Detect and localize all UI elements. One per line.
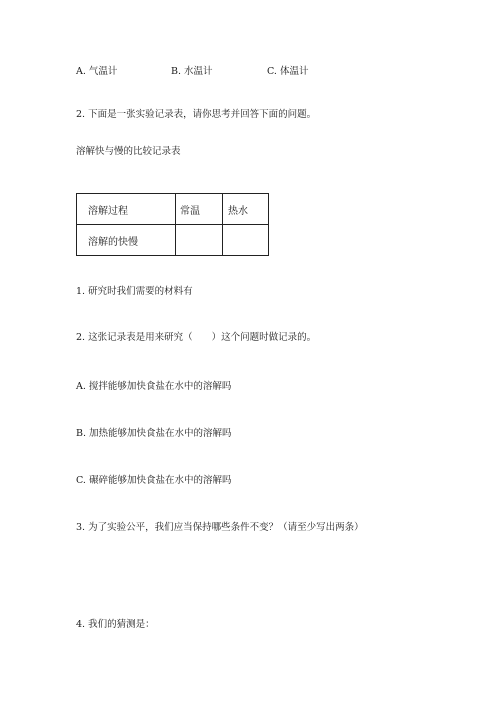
- sub-question-3: 3. 为了实验公平，我们应当保持哪些条件不变？（请至少写出两条）: [76, 522, 364, 533]
- header-cell-hot-water: 热水: [223, 194, 269, 225]
- header-cell-process: 溶解过程: [77, 194, 176, 225]
- table-header-row: [77, 194, 269, 225]
- sub-question-4: 4. 我们的猜测是：: [76, 619, 155, 630]
- choice-c: C. 碾碎能够加快食盐在水中的溶解吗: [76, 475, 232, 486]
- option-c: C. 体温计: [267, 66, 309, 77]
- record-table: [76, 193, 269, 256]
- header-cell-room-temp: 常温: [176, 194, 223, 225]
- cell-room-temp: [176, 225, 223, 256]
- table-row: [77, 225, 269, 256]
- table-title: 溶解快与慢的比较记录表: [76, 146, 181, 157]
- option-b: B. 水温计: [171, 66, 213, 77]
- choice-b: B. 加热能够加快食盐在水中的溶解吗: [76, 428, 232, 439]
- row-label-speed: 溶解的快慢: [77, 225, 176, 256]
- question-2-intro: 2. 下面是一张实验记录表，请你思考并回答下面的问题。: [76, 109, 317, 120]
- cell-hot-water: [223, 225, 269, 256]
- choice-a: A. 搅拌能够加快食盐在水中的溶解吗: [76, 381, 232, 392]
- option-a: A. 气温计: [76, 66, 118, 77]
- sub-question-2: 2. 这张记录表是用来研究（ ）这个问题时做记录的。: [76, 332, 317, 343]
- sub-question-1: 1. 研究时我们需要的材料有: [76, 286, 193, 297]
